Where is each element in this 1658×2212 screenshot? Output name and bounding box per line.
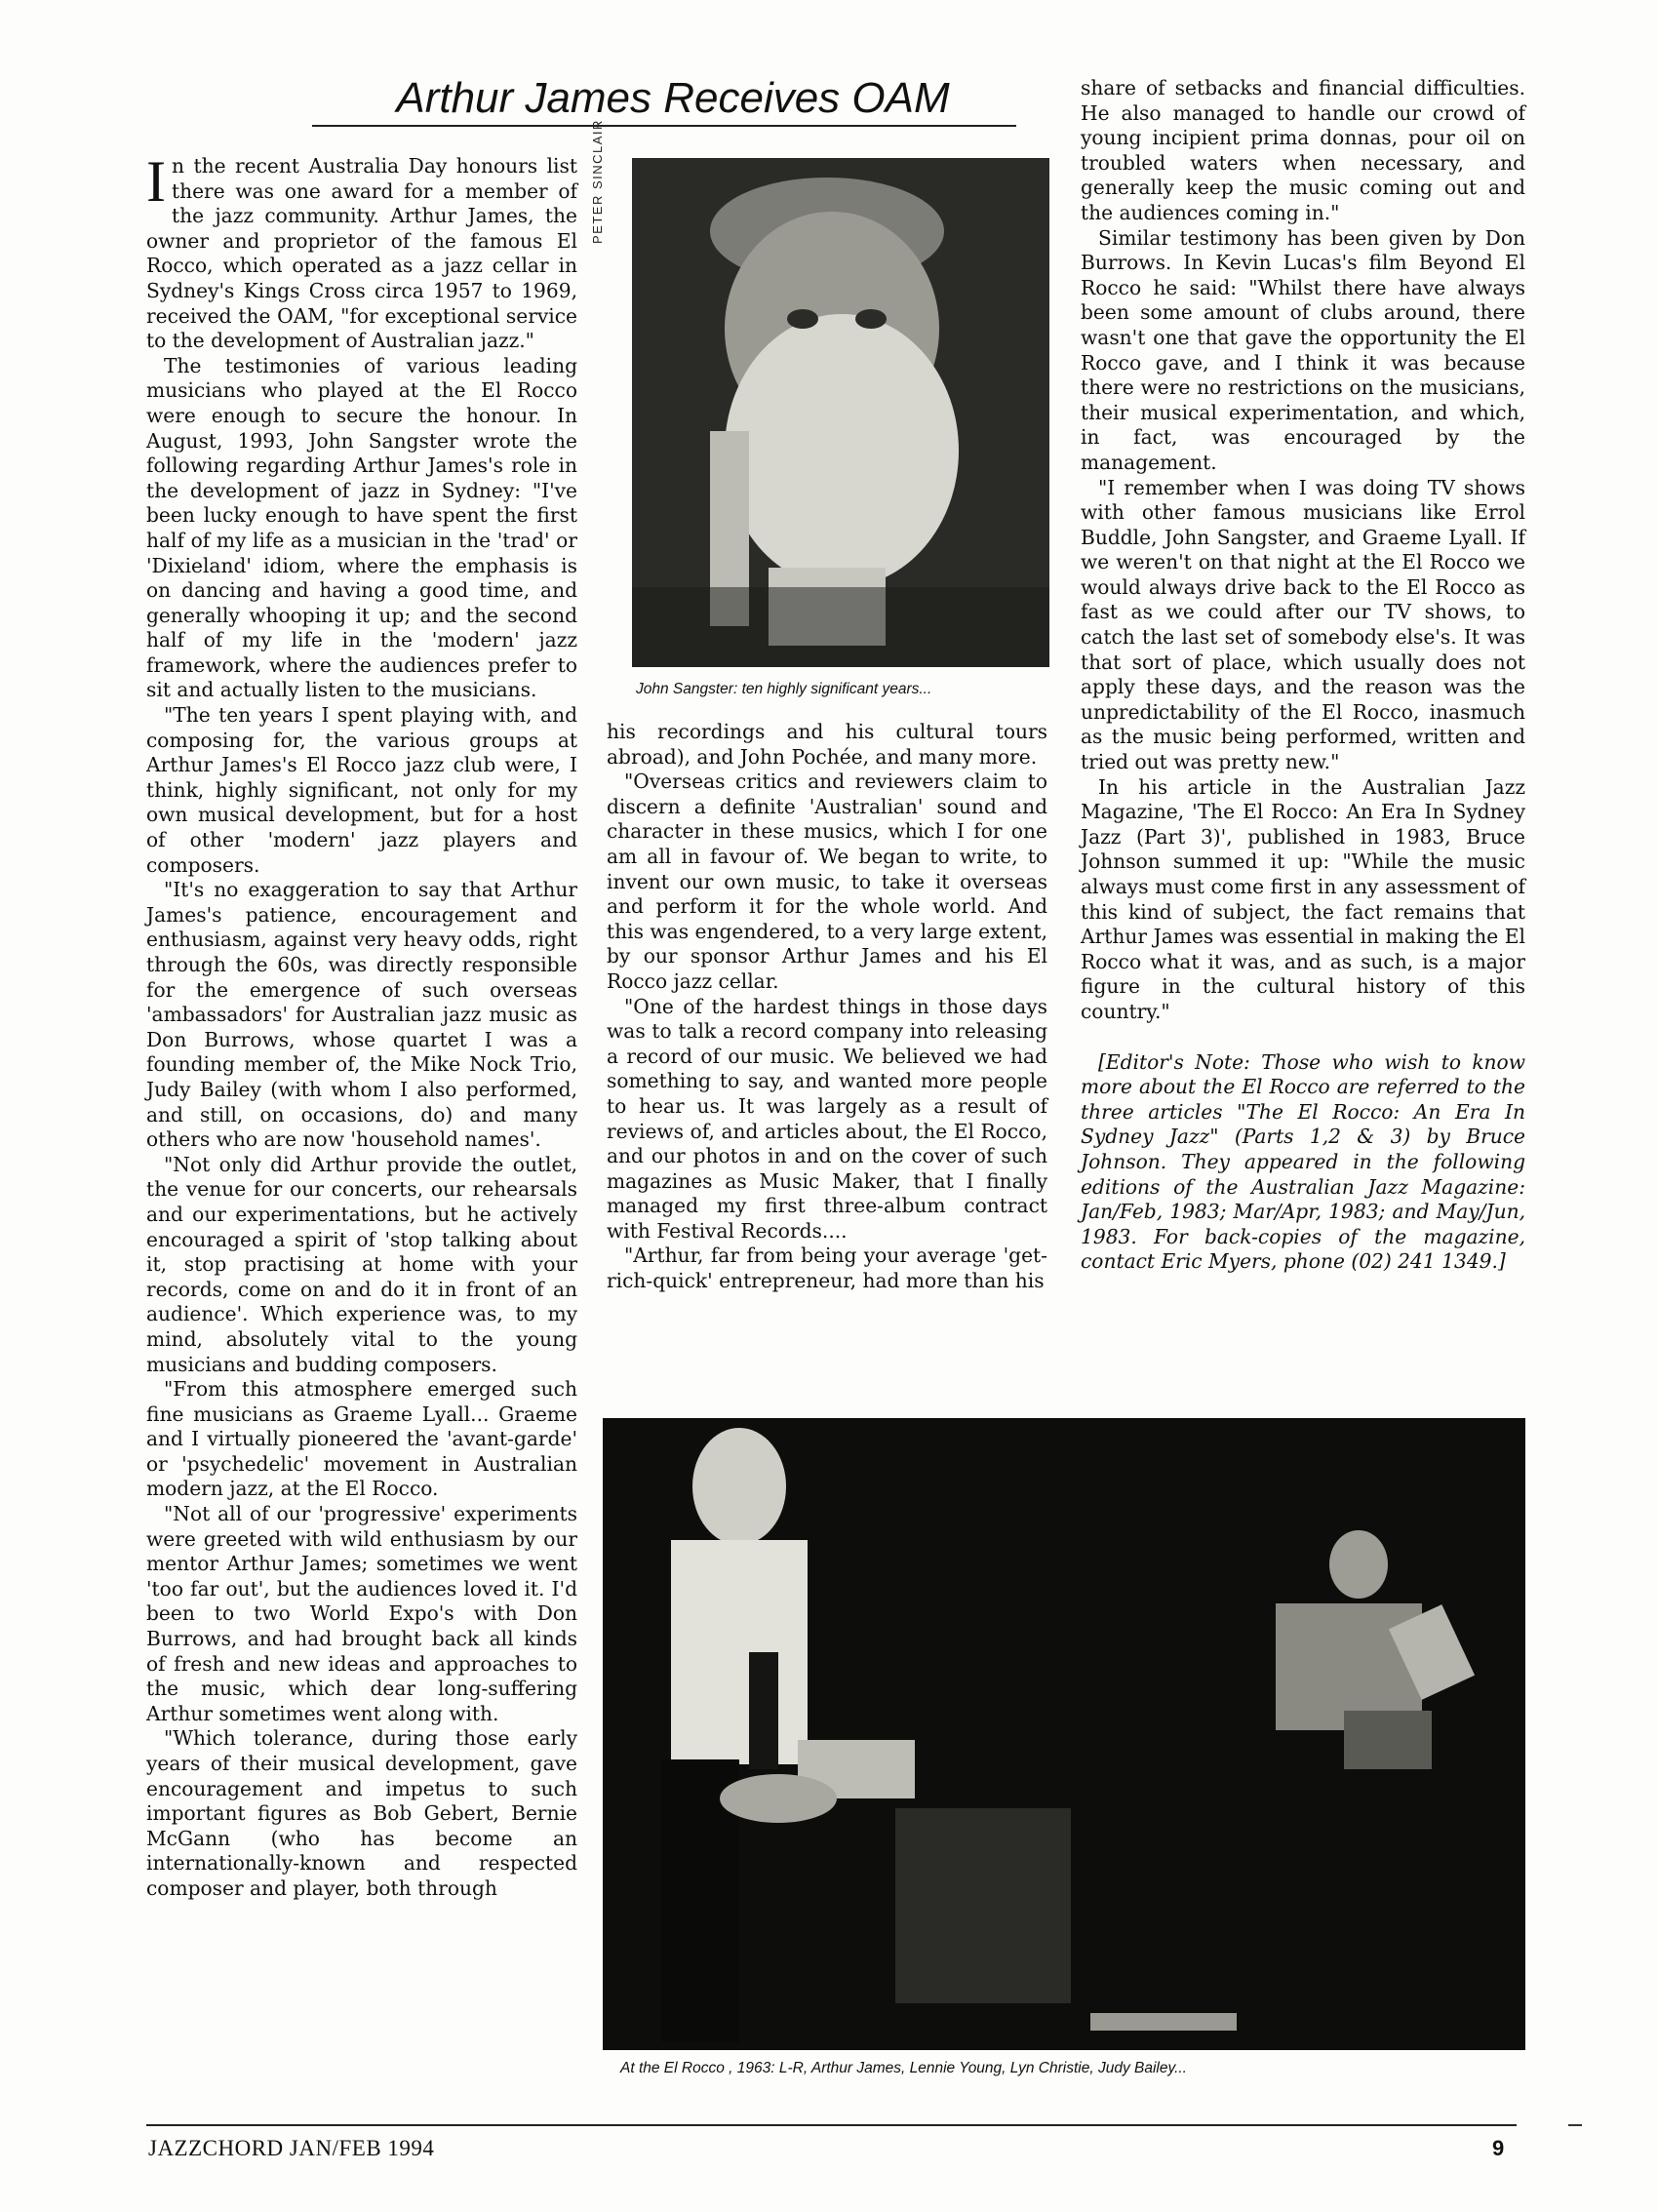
article-title: Arthur James Receives OAM [396, 74, 950, 122]
paragraph-10: "Overseas critics and reviewers claim to discern a definite 'Australian' sound and character in these musics, which I for one am all in favour of. We began to write, to invent our own music, to take it overseas and perform it for the whole world. And this was engendered, to a very large extent, by our sponsor Arthur James and his El Rocco jazz cellar. [607, 770, 1047, 993]
paragraph-2: The testimonies of various leading musicians who played at the El Rocco were enough to secure the honour. In August, 1993, John Sangster wrote the following regarding Arthur James's role in the development of jazz in Sydney: "I've been lucky enough to have spent the first half of my life as a musician in the 'trad' or 'Dixieland' idiom, where the emphasis is on dancing and having a good time, and generally whooping it up; and the second half of my life in the 'modern' jazz framework, where the audiences prefer to sit and actually listen to the musicians. [146, 353, 577, 702]
column-3 [1081, 76, 1525, 1275]
photo-2-caption: At the El Rocco , 1963: L-R, Arthur James, Lennie Young, Lyn Christie, Judy Bailey... [620, 2060, 1187, 2076]
paragraph-8: "Which tolerance, during those early years of their musical development, gave encouragement and impetus to such important figures as Bob Gebert, Bernie McGann (who has become an internationally-known and respected composer and player, both through [146, 1726, 577, 1900]
paragraph-7: "Not all of our 'progressive' experiments were greeted with wild enthusiasm by our mentor Arthur James; sometimes we went 'too far out', but the audiences loved it. I'd been to two World Expo's with Don Burrows, and had brought back all kinds of fresh and new ideas and approaches to the music, which dear long-suffering Arthur sometimes went along with. [146, 1502, 577, 1725]
paragraph-1 [146, 149, 577, 354]
paragraph-12: "Arthur, far from being your average 'get-rich-quick' entrepreneur, had more than his [607, 1244, 1047, 1293]
paragraph-4: "It's no exaggeration to say that Arthur James's patience, encouragement and enthusiasm, against very heavy odds, right through the 60s, was directly responsible for the emergence of such overseas 'ambassadors' for Australian jazz music as Don Burrows, whose quartet I was a founding member of, the Mike Nock Trio, Judy Bailey (with whom I also performed, and still, on occasions, do) and many others who are now 'household names'. [146, 878, 577, 1152]
paragraph-9: his recordings and his cultural tours abroad), and John Pochée, and many more. [607, 720, 1047, 769]
john-sangster-photo [632, 158, 1049, 667]
margin-mark [1568, 2124, 1582, 2126]
paragraph-3: "The ten years I spent playing with, and composing for, the various groups at Arthur James's El Rocco jazz club were, I think, highly significant, not only for my own musical development, but for a host of other 'modern' jazz players and composers. [146, 703, 577, 877]
band-illustration [603, 1418, 1525, 2050]
paragraph-16: In his article in the Australian Jazz Magazine, 'The El Rocco: An Era In Sydney Jazz (Part 3)', published in 1983, Bruce Johnson summed it up: "While the music always must come first in any assessment of this kind of subject, the fact remains that Arthur James was essential in making the El Rocco what it was, and as such, is a major figure in the cultural history of this country." [1081, 774, 1525, 1023]
photo-1-caption: John Sangster: ten highly significant years... [636, 681, 932, 697]
column-1 [146, 149, 577, 1902]
publication-footer: JAZZCHORD JAN/FEB 1994 [148, 2136, 435, 2160]
paragraph-5: "Not only did Arthur provide the outlet, the venue for our concerts, our rehearsals and our experimentations, but he actively encouraged a spirit of 'stop talking about it, stop practising at home with your records, come on and do it in front of an audience'. Which experience was, to my mind, absolutely vital to the young musicians and budding composers. [146, 1152, 577, 1376]
editor-note: [Editor's Note: Those who wish to know more about the El Rocco are referred to the three articles "The El Rocco: An Era In Sydney Jazz" (Parts 1,2 & 3) by Bruce Johnson. They appeared in the following editions of the Australian Jazz Magazine: Jan/Feb, 1983; Mar/Apr, 1983; and May/Jun, 1983. For back-copies of the magazine, contact Eric Myers, phone (02) 241 1349.] [1081, 1049, 1525, 1274]
paragraph-13: share of setbacks and financial difficulties. He also managed to handle our crowd of young incipient prima donnas, pour oil on troubled waters when necessary, and generally keep the music coming out and the audiences coming in." [1081, 76, 1525, 224]
drop-cap: I [146, 149, 166, 214]
paragraph-6: "From this atmosphere emerged such fine musicians as Graeme Lyall... Graeme and I virtually pioneered the 'avant-garde' or 'psychedelic' movement in Australian modern jazz, at the El Rocco. [146, 1377, 577, 1501]
page-number: 9 [1492, 2136, 1505, 2160]
title-rule [312, 125, 1016, 127]
paragraph-14: Similar testimony has been given by Don Burrows. In Kevin Lucas's film Beyond El Rocco he said: "Whilst there have always been some amount of clubs around, there wasn't one that gave the opportunity the El Rocco gave, and I think it was because there were no restrictions on the musicians, their musical experimentation, and which, in fact, was encouraged by the management. [1081, 225, 1525, 474]
footer-rule [146, 2124, 1517, 2126]
paragraph-1-text: n the recent Australia Day honours list there was one award for a member of the jazz community. Arthur James, the owner and proprietor of the famous El Rocco, which operated as a jazz cellar in Sydney's Kings Cross circa 1957 to 1969, received the OAM, "for exceptional service to the development of Australian jazz." [146, 154, 577, 353]
photo-credit: PETER SINCLAIR [590, 119, 605, 244]
el-rocco-1963-photo [603, 1418, 1525, 2050]
paragraph-15: "I remember when I was doing TV shows with other famous musicians like Errol Buddle, John Sangster, and Graeme Lyall. If we weren't on that night at the El Rocco we would always drive back to the El Rocco as fast as we could after our TV shows, to catch the last set of somebody else's. It was that sort of place, which usually does not apply these days, and the reason was the unpredictability of the El Rocco, inasmuch as the music being performed, written and tried out was pretty new." [1081, 475, 1525, 774]
column-2 [607, 720, 1047, 1294]
portrait-illustration [632, 158, 1049, 667]
paragraph-11: "One of the hardest things in those days was to talk a record company into releasing a record of our music. We believed we had something to say, and wanted more people to hear us. It was largely as a result of reviews of, and articles about, the El Rocco, and our photos in and on the cover of such magazines as Music Maker, that I finally managed my first three-album contract with Festival Records.... [607, 994, 1047, 1243]
